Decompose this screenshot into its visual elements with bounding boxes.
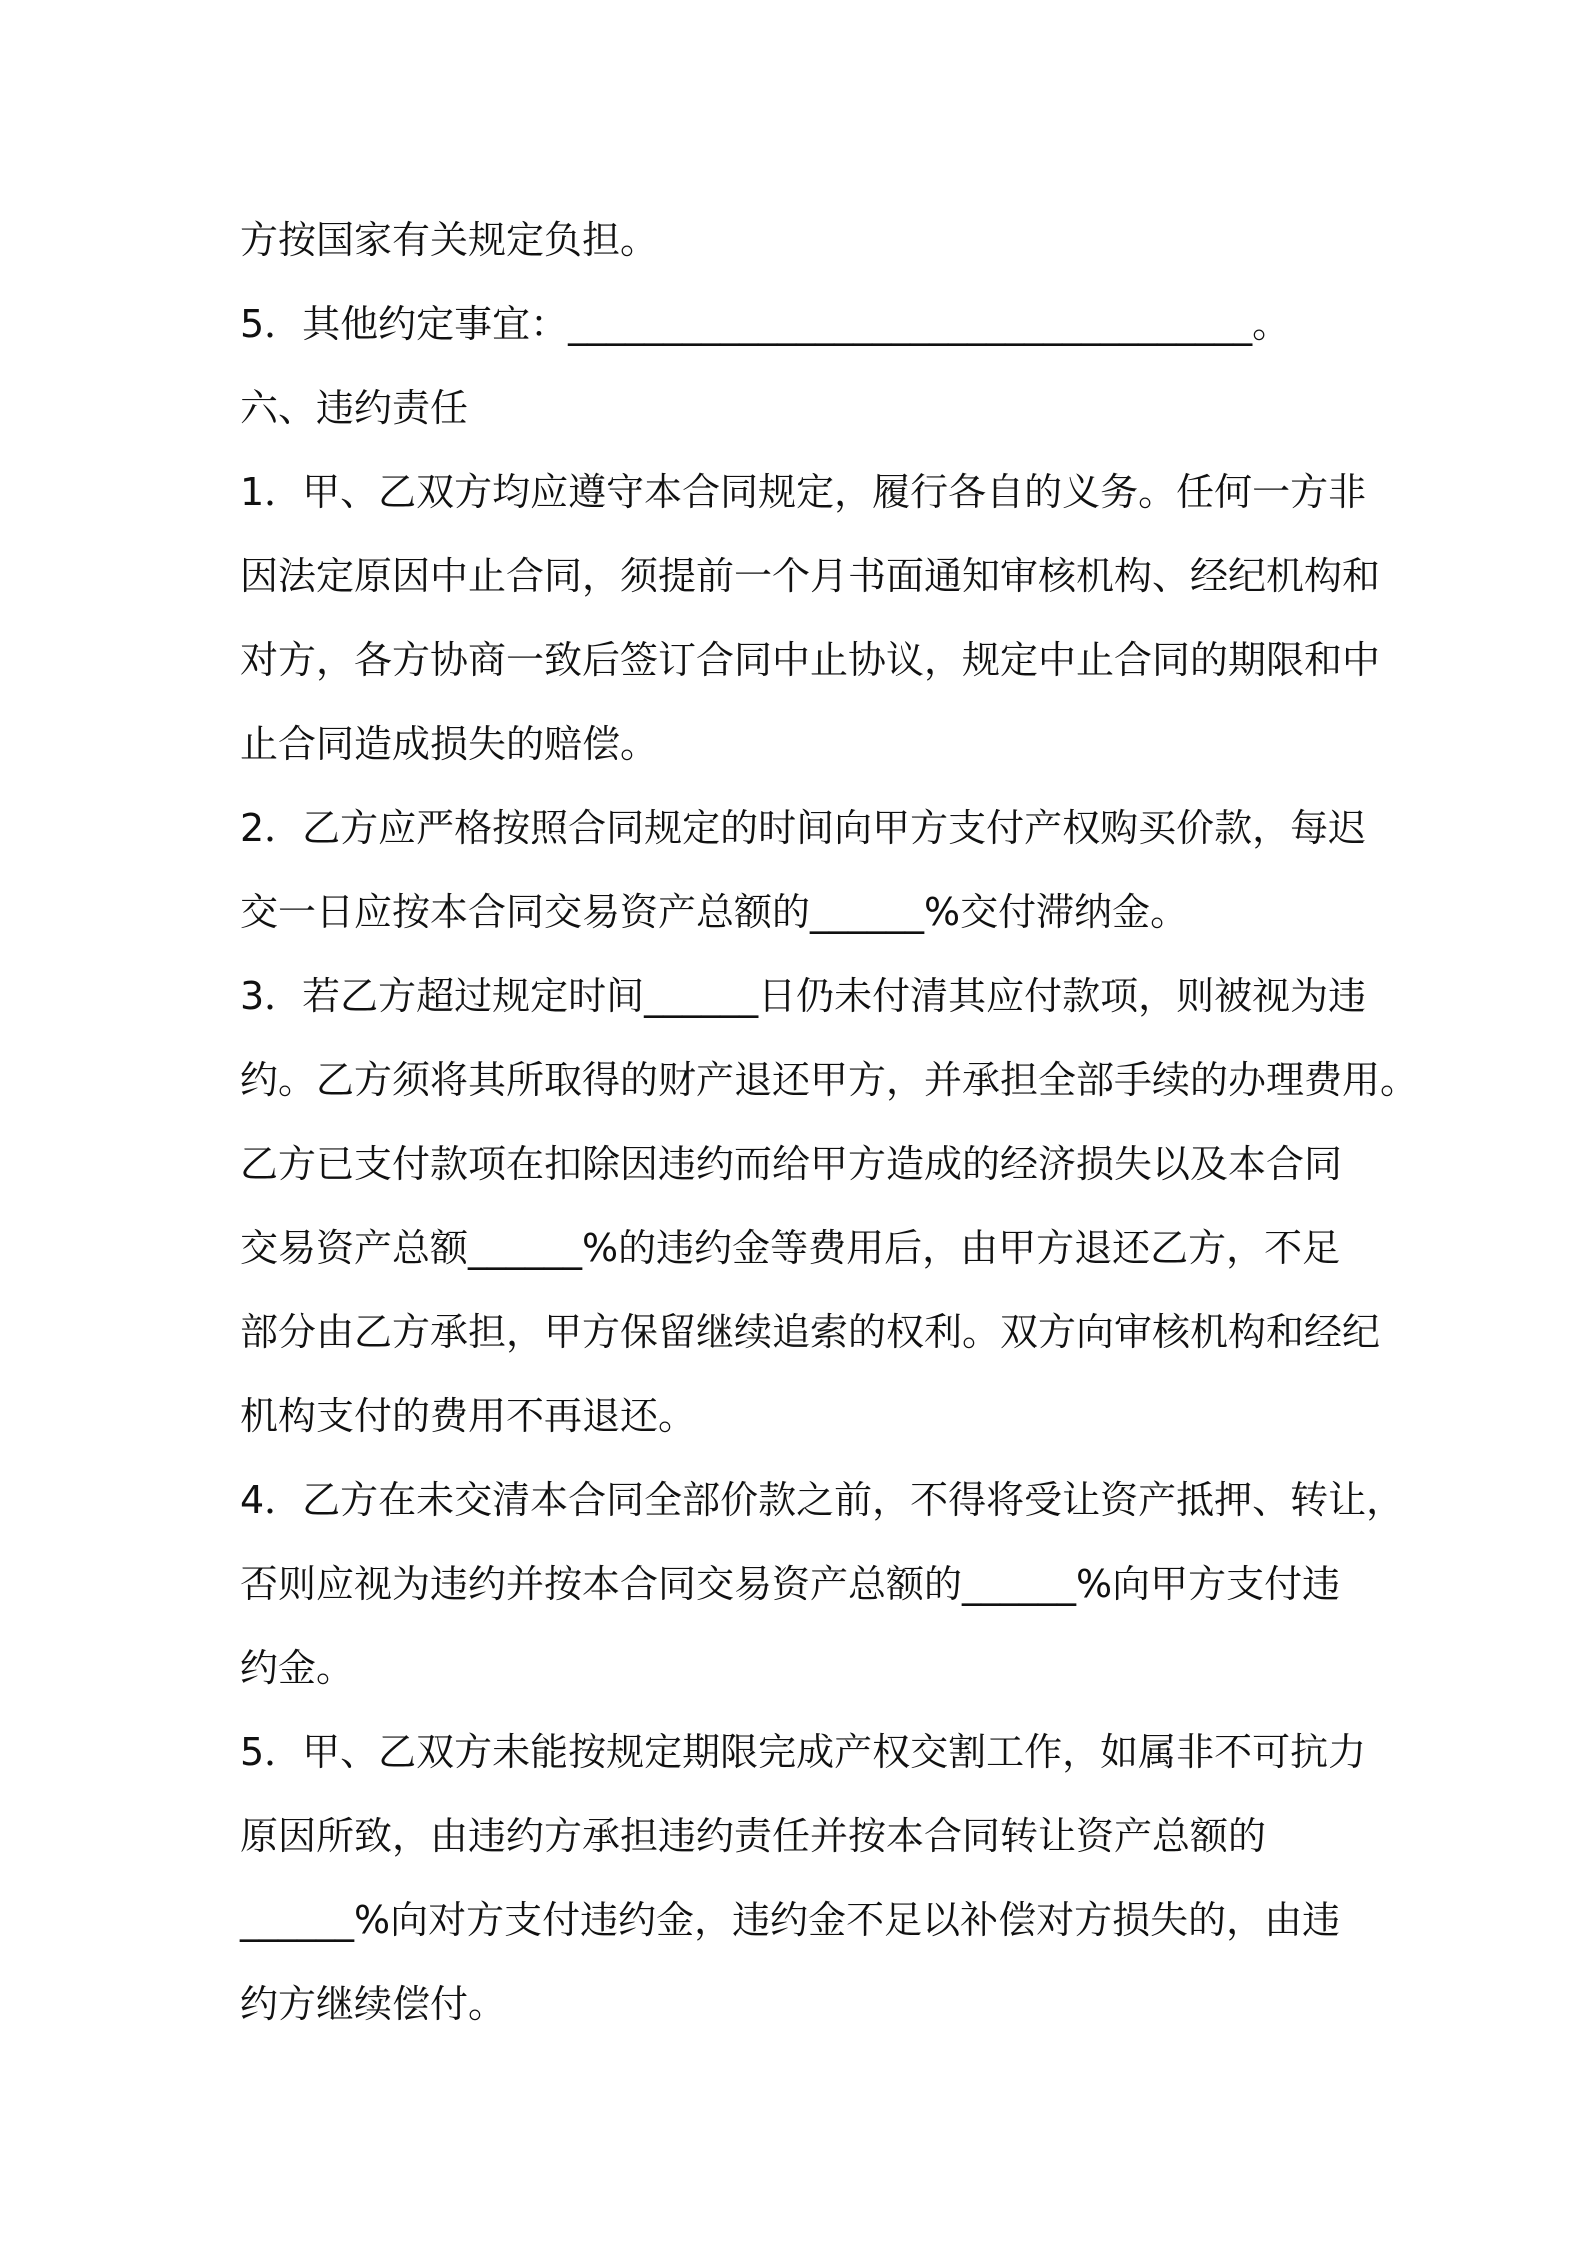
text-line: 交易资产总额______%的违约金等费用后，由甲方退还乙方，不足 (240, 1226, 1341, 1270)
text-line: 1．甲、乙双方均应遵守本合同规定，履行各自的义务。任何一方非 (240, 470, 1367, 514)
text-line: 约。乙方须将其所取得的财产退还甲方，并承担全部手续的办理费用。 (240, 1058, 1419, 1102)
text-line: 3．若乙方超过规定时间______日仍未付清其应付款项，则被视为违 (240, 974, 1367, 1018)
text-line: 否则应视为违约并按本合同交易资产总额的______%向甲方支付违 (240, 1562, 1341, 1606)
section-heading: 六、违约责任 (240, 386, 469, 430)
text-line: 5．甲、乙双方未能按规定期限完成产权交割工作，如属非不可抗力 (240, 1730, 1367, 1774)
text-line: 约方继续偿付。 (240, 1982, 507, 2026)
contract-text (240, 198, 1419, 2046)
text-line: 约金。 (240, 1646, 355, 1690)
text-line: 交一日应按本合同交易资产总额的______%交付滞纳金。 (240, 890, 1189, 934)
text-line: ______%向对方支付违约金，违约金不足以补偿对方损失的，由违 (240, 1898, 1341, 1942)
text-line: 止合同造成损失的赔偿。 (240, 722, 659, 766)
text-line: 因法定原因中止合同，须提前一个月书面通知审核机构、经纪机构和 (240, 554, 1381, 598)
text-line: 方按国家有关规定负担。 (240, 218, 659, 262)
text-line: 部分由乙方承担，甲方保留继续追索的权利。双方向审核机构和经纪 (240, 1310, 1381, 1354)
text-line: 对方，各方协商一致后签订合同中止协议，规定中止合同的期限和中 (240, 638, 1381, 682)
text-line: 2．乙方应严格按照合同规定的时间向甲方支付产权购买价款，每迟 (240, 806, 1367, 850)
text-line: 乙方已支付款项在扣除因违约而给甲方造成的经济损失以及本合同 (240, 1142, 1343, 1186)
text-line: 4．乙方在未交清本合同全部价款之前，不得将受让资产抵押、转让， (240, 1478, 1405, 1522)
text-line: 机构支付的费用不再退还。 (240, 1394, 697, 1438)
text-line: 原因所致，由违约方承担违约责任并按本合同转让资产总额的 (240, 1814, 1267, 1858)
text-line: 5．其他约定事宜：____________________________________。 (240, 302, 1291, 346)
